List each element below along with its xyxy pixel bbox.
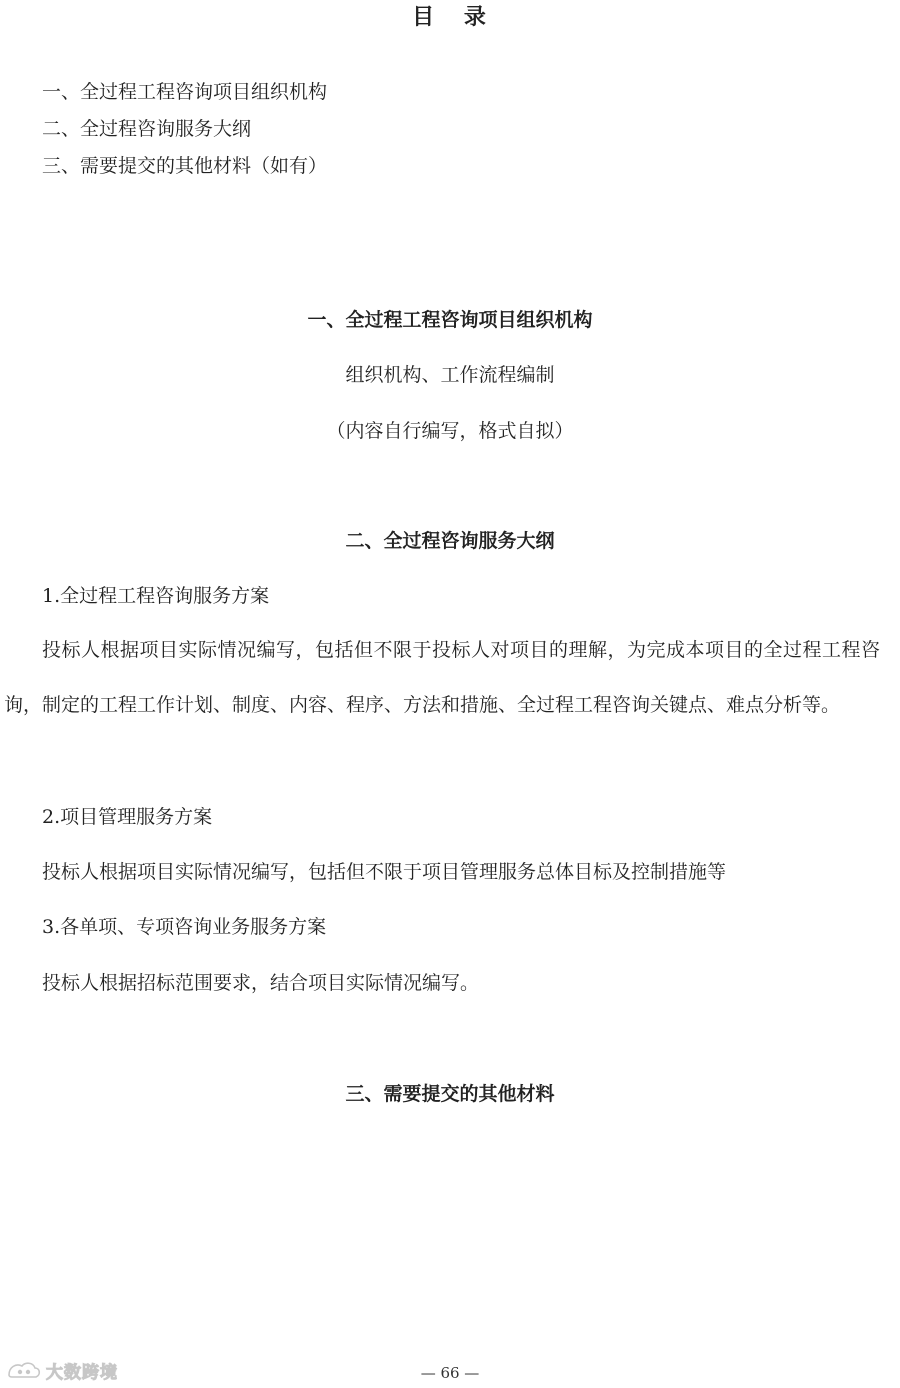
section2-item2-body: 投标人根据项目实际情况编写，包括但不限于项目管理服务总体目标及控制措施等 <box>42 861 727 883</box>
toc-item: 三、需要提交的其他材料（如有） <box>42 155 328 177</box>
section2-item1-body: 投标人根据项目实际情况编写，包括但不限于投标人对项目的理解，为完成本项目的全过程工程咨询，制定的工程工作计划、制度、内容、程序、方法和措施、全过程工程咨询关键点、难点分析等。 <box>4 639 880 716</box>
toc-item: 二、全过程咨询服务大纲 <box>42 118 252 140</box>
watermark <box>6 1356 118 1384</box>
logo-icon <box>6 1359 42 1381</box>
section2-item1-title: 1.全过程工程咨询服务方案 <box>42 585 270 607</box>
toc-title: 目 录 <box>412 4 488 30</box>
section1-line2: （内容自行编写，格式自拟） <box>326 420 574 442</box>
section1-heading: 一、全过程工程咨询项目组织机构 <box>307 309 593 331</box>
section2-item3-title: 3.各单项、专项咨询业务服务方案 <box>42 916 327 938</box>
section1-line1: 组织机构、工作流程编制 <box>345 364 555 386</box>
page-number: — 66 — <box>420 1364 480 1382</box>
section3-heading: 三、需要提交的其他材料 <box>345 1083 555 1105</box>
section2-item3-body: 投标人根据招标范围要求，结合项目实际情况编写。 <box>42 972 480 994</box>
watermark-text: 大数跨境 <box>46 1362 118 1383</box>
toc-list <box>42 74 327 185</box>
section2-heading: 二、全过程咨询服务大纲 <box>345 530 555 552</box>
section2-item2-title: 2.项目管理服务方案 <box>42 806 213 828</box>
toc-item: 一、全过程工程咨询项目组织机构 <box>42 81 328 103</box>
